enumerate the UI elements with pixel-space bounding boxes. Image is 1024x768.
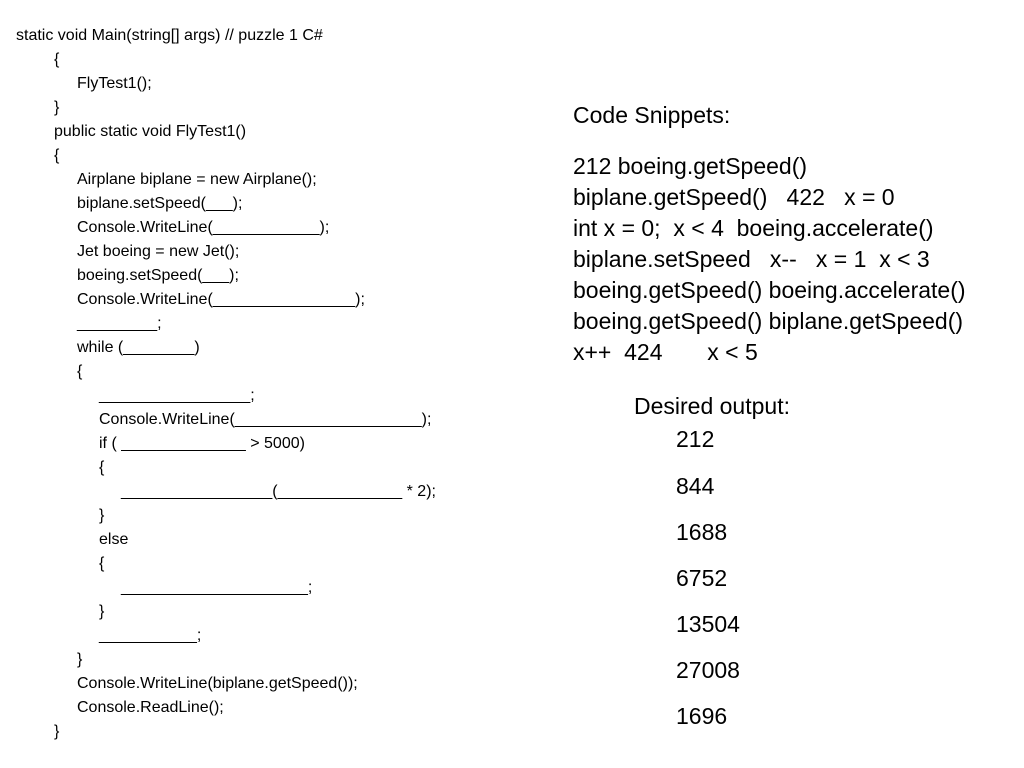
code-line: } — [54, 723, 60, 740]
code-line: } — [99, 507, 105, 524]
code-line: } — [99, 603, 105, 620]
snippet-line: biplane.getSpeed() 422 x = 0 — [573, 184, 895, 210]
code-line: Console.WriteLine(_____________________); — [99, 411, 432, 428]
snippet-line: int x = 0; x < 4 boeing.accelerate() — [573, 215, 934, 241]
code-line: } — [54, 99, 60, 116]
code-line: else — [99, 531, 129, 548]
output-value: 13504 — [676, 611, 740, 637]
code-line: Console.WriteLine(biplane.getSpeed()); — [77, 675, 358, 692]
output-value: 1696 — [676, 703, 728, 729]
code-line: { — [54, 51, 60, 68]
code-line: biplane.setSpeed(___); — [77, 195, 243, 212]
code-line: Console.WriteLine(________________); — [77, 291, 365, 308]
output-value: 212 — [676, 426, 715, 452]
code-line: { — [99, 459, 105, 476]
code-line: FlyTest1(); — [77, 75, 152, 92]
code-line: Console.WriteLine(____________); — [77, 219, 330, 236]
output-value: 844 — [676, 473, 715, 499]
desired-output-title: Desired output: — [634, 393, 790, 419]
code-line: static void Main(string[] args) // puzzle 1 C# — [16, 27, 323, 44]
code-line: _________; — [77, 315, 162, 332]
snippets-title: Code Snippets: — [573, 102, 731, 128]
code-line: { — [99, 555, 105, 572]
output-value: 6752 — [676, 565, 728, 591]
output-value: 27008 — [676, 657, 740, 683]
code-line: Jet boeing = new Jet(); — [77, 243, 240, 260]
code-line: ___________; — [99, 627, 202, 644]
code-line: _____________________; — [121, 579, 313, 596]
snippet-line: x++ 424 x < 5 — [573, 339, 758, 365]
snippet-line: biplane.setSpeed x-- x = 1 x < 3 — [573, 246, 930, 272]
snippet-line: 212 boeing.getSpeed() — [573, 153, 808, 179]
code-line: while (________) — [77, 339, 200, 356]
code-line: _________________; — [99, 387, 255, 404]
code-line: { — [54, 147, 60, 164]
snippet-line: boeing.getSpeed() boeing.accelerate() — [573, 277, 966, 303]
code-line: if ( ______________ > 5000) — [99, 435, 305, 452]
code-line: } — [77, 651, 83, 668]
output-value: 1688 — [676, 519, 728, 545]
snippet-line: boeing.getSpeed() biplane.getSpeed() — [573, 308, 964, 334]
code-line: { — [77, 363, 83, 380]
code-line: boeing.setSpeed(___); — [77, 267, 239, 284]
code-line: Airplane biplane = new Airplane(); — [77, 171, 317, 188]
code-line: _________________(______________ * 2); — [121, 483, 436, 500]
code-line: public static void FlyTest1() — [54, 123, 247, 140]
code-line: Console.ReadLine(); — [77, 699, 224, 716]
